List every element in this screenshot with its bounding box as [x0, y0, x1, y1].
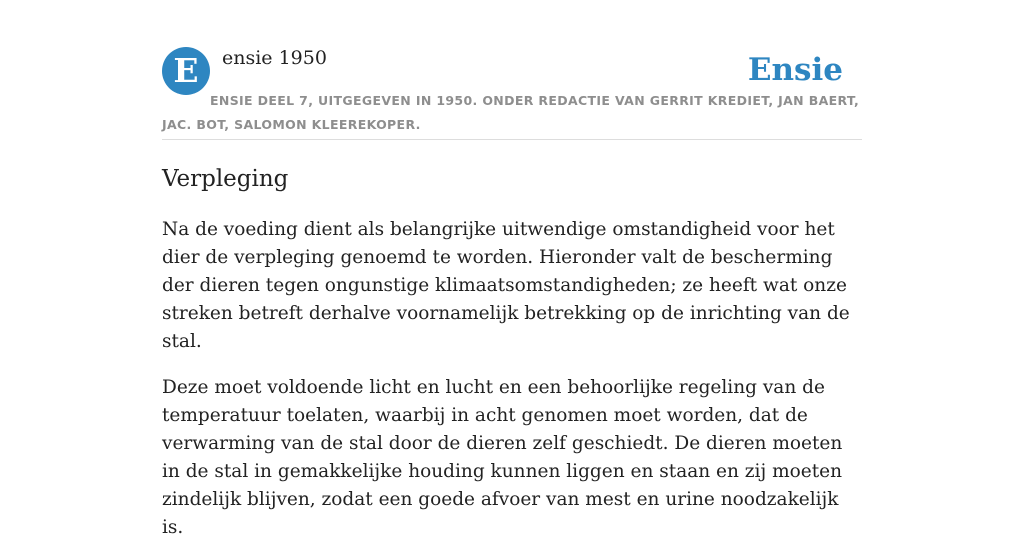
article-body	[162, 216, 862, 560]
article-title: Verpleging	[162, 166, 289, 192]
edition-subtitle: ENSIE DEEL 7, UITGEGEVEN IN 1950. ONDER REDACTIE VAN GERRIT KREDIET, JAN BAERT, JAC. BOT, SALOMON KLEEREKOPER.	[162, 93, 860, 132]
brand-wordmark[interactable]: Ensie	[747, 52, 843, 88]
article-paragraph: Na de voeding dient als belangrijke uitwendige omstandigheid voor het dier de verpleging genoemd te worden. Hieronder valt de bescherming der dieren tegen ongunstige klimaatsomstandigheden; ze heeft wat onze streken betreft derhalve voornamelijk betrekking op de inrichting van de stal.	[162, 219, 850, 352]
header-divider	[162, 139, 862, 140]
article-paragraph: Deze moet voldoende licht en lucht en een behoorlijke regeling van de temperatuur toelaten, waarbij in acht genomen moet worden, dat de verwarming van de stal door de dieren zelf geschiedt. De dieren moeten in de stal in gemakkelijke houding kunnen liggen en staan en zij moeten zindelijk blijven, zodat een goede afvoer van mest en urine noodzakelijk is.	[162, 377, 843, 538]
site-name[interactable]: ensie 1950	[222, 47, 327, 69]
ensie-logo-icon[interactable]: E	[162, 47, 210, 95]
